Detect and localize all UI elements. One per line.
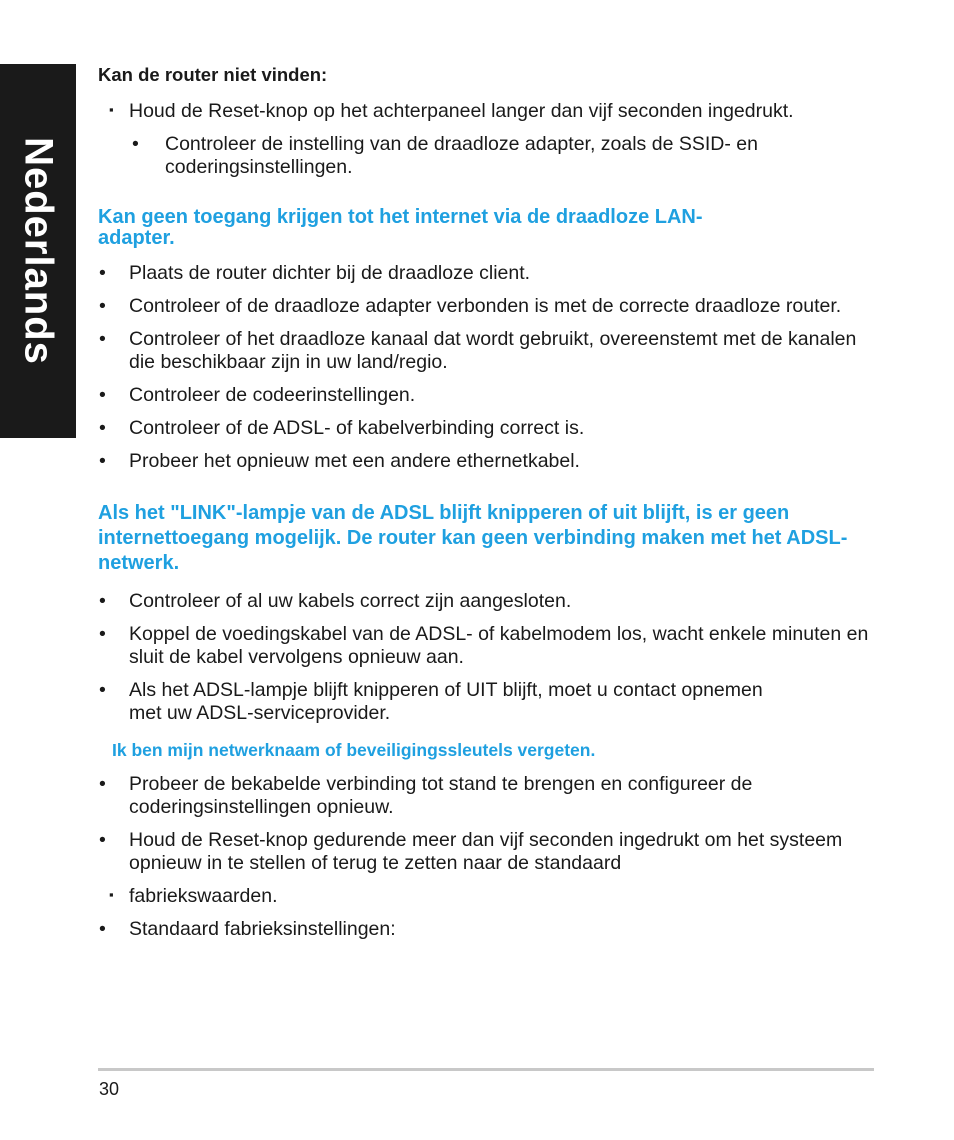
list-item-text: Houd de Reset-knop gedurende meer dan vijf seconden ingedrukt om het systeem opnieuw in te stellen of terug te zetten naar de standaard	[129, 829, 843, 874]
list-item	[98, 590, 876, 613]
round-bullet-icon: •	[99, 590, 106, 612]
round-bullet-icon: •	[132, 133, 139, 155]
list-item	[98, 679, 876, 725]
side-tab-label: Nederlands	[16, 137, 61, 365]
list-item	[98, 417, 876, 440]
page-number: 30	[99, 1079, 120, 1099]
list-item-text: fabriekswaarden.	[129, 885, 278, 907]
list-item	[98, 295, 876, 318]
list-item	[98, 450, 876, 473]
list-item-text: Controleer of de ADSL- of kabelverbinding correct is.	[129, 417, 585, 439]
section-heading: Ik ben mijn netwerknaam of beveiligingssleutels vergeten.	[112, 740, 596, 760]
list-item	[98, 262, 876, 285]
list-item	[98, 384, 876, 407]
list-item-text: Controleer of al uw kabels correct zijn aangesloten.	[129, 590, 572, 612]
list-item	[98, 100, 876, 123]
bullet-list	[98, 773, 876, 941]
round-bullet-icon: •	[99, 623, 106, 645]
language-side-tab	[0, 64, 76, 438]
list-item-text: Probeer het opnieuw met een andere ethernetkabel.	[129, 450, 580, 472]
round-bullet-icon: •	[99, 773, 106, 795]
section-heading: Als het "LINK"-lampje van de ADSL blijft knipperen of uit blijft, is er geen internettoegang mogelijk. De router kan geen verbinding maken met het ADSL-netwerk.	[98, 502, 848, 574]
round-bullet-icon: •	[99, 328, 106, 350]
round-bullet-icon: •	[99, 918, 106, 940]
list-item-text: Controleer de instelling van de draadloze adapter, zoals de SSID- en coderingsinstellingen.	[165, 133, 758, 178]
footer-divider	[98, 1068, 874, 1071]
section-forgot-network-name	[98, 739, 876, 941]
page-content	[98, 63, 876, 941]
list-item	[98, 918, 876, 941]
bullet-list	[98, 590, 876, 725]
list-item-text: Probeer de bekabelde verbinding tot stand te brengen en configureer de coderingsinstellingen opnieuw.	[129, 773, 753, 818]
round-bullet-icon: •	[99, 262, 106, 284]
list-item	[98, 773, 876, 819]
list-item	[98, 885, 876, 908]
section-no-internet-wireless	[98, 207, 876, 473]
list-item	[98, 623, 876, 669]
section-adsl-link-blinking	[98, 501, 876, 725]
round-bullet-icon: •	[99, 417, 106, 439]
round-bullet-icon: •	[99, 295, 106, 317]
square-bullet-icon: ▪	[109, 887, 114, 902]
square-bullet-icon: ▪	[109, 102, 114, 117]
list-item-text: Houd de Reset-knop op het achterpaneel langer dan vijf seconden ingedrukt.	[129, 100, 794, 122]
list-item	[98, 829, 876, 875]
list-item-text: Als het ADSL-lampje blijft knipperen of UIT blijft, moet u contact opnemen met uw ADSL-serviceprovider.	[129, 679, 763, 724]
round-bullet-icon: •	[99, 829, 106, 851]
round-bullet-icon: •	[99, 679, 106, 701]
list-item	[98, 133, 876, 179]
list-item-text: Controleer of het draadloze kanaal dat wordt gebruikt, overeenstemt met de kanalen die beschikbaar zijn in uw land/regio.	[129, 328, 857, 373]
list-item-text: Standaard fabrieksinstellingen:	[129, 918, 396, 940]
list-item-text: Koppel de voedingskabel van de ADSL- of kabelmodem los, wacht enkele minuten en sluit de kabel vervolgens opnieuw aan.	[129, 623, 869, 668]
bullet-list	[98, 262, 876, 473]
list-item-text: Controleer de codeerinstellingen.	[129, 384, 416, 406]
section-heading: Kan de router niet vinden:	[98, 64, 328, 85]
list-item-text: Controleer of de draadloze adapter verbonden is met de correcte draadloze router.	[129, 295, 842, 317]
list-item-text: Plaats de router dichter bij de draadloze client.	[129, 262, 531, 284]
section-router-not-found	[98, 63, 876, 179]
bullet-list	[98, 100, 876, 179]
section-heading: Kan geen toegang krijgen tot het internet via de draadloze LAN-adapter.	[98, 206, 703, 249]
round-bullet-icon: •	[99, 384, 106, 406]
round-bullet-icon: •	[99, 450, 106, 472]
list-item	[98, 328, 876, 374]
